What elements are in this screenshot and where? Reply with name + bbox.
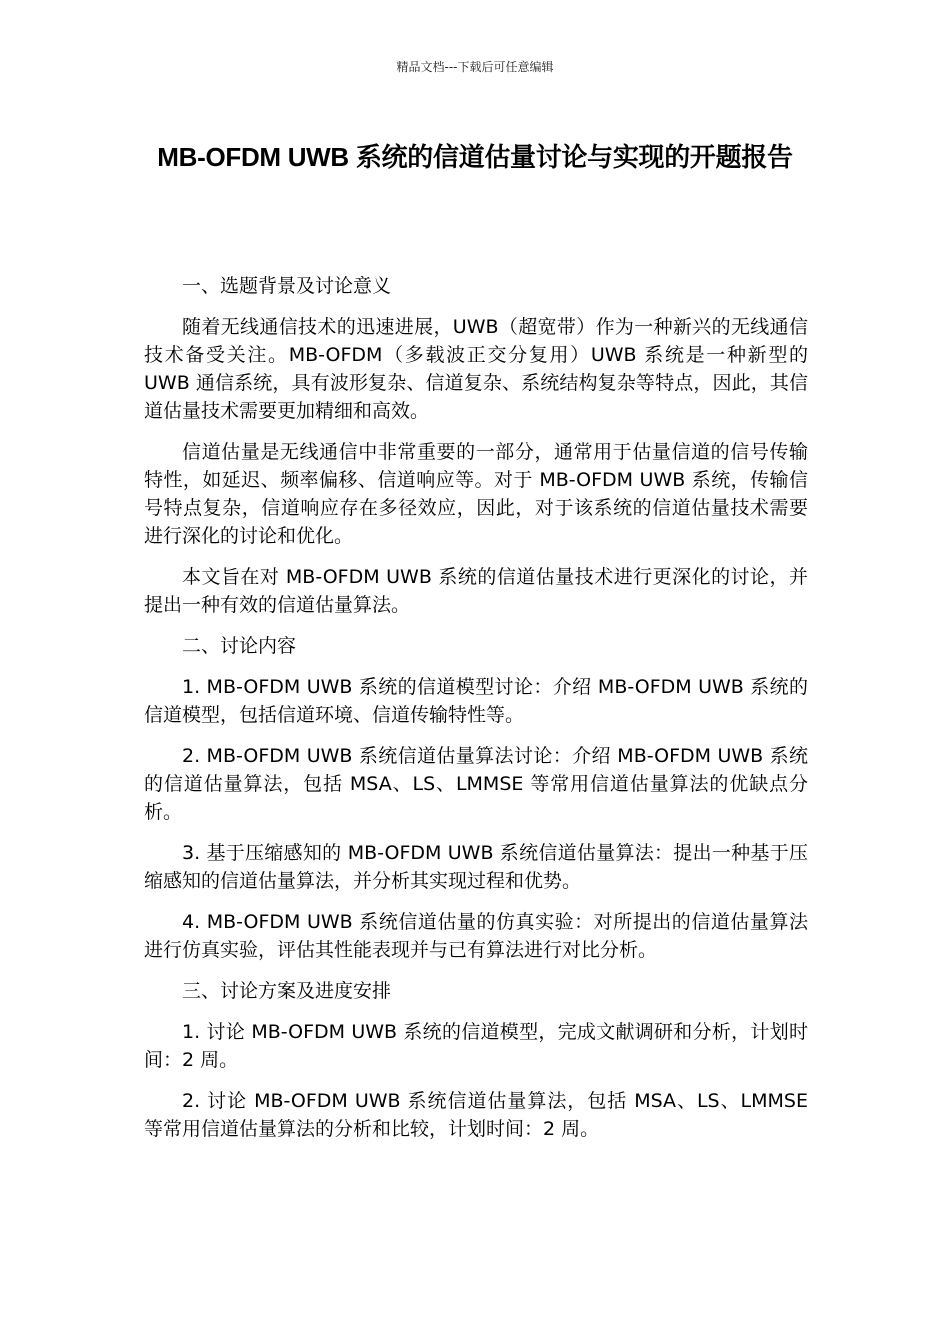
document-title: MB-OFDM UWB 系统的信道估量讨论与实现的开题报告 [157, 142, 793, 172]
list-item: 3. 基于压缩感知的 MB-OFDM UWB 系统信道估量算法：提出一种基于压缩感知的信道估量算法，并分析其实现过程和优势。 [144, 842, 808, 892]
paragraph: 本文旨在对 MB-OFDM UWB 系统的信道估量技术进行更深化的讨论，并提出一种有效的信道估量算法。 [144, 566, 808, 616]
list-item: 1. 讨论 MB-OFDM UWB 系统的信道模型，完成文献调研和分析，计划时间：2 周。 [144, 1021, 808, 1071]
section-heading-2: 二、讨论内容 [182, 635, 297, 657]
paragraph: 随着无线通信技术的迅速进展，UWB（超宽带）作为一种新兴的无线通信技术备受关注。MB-OFDM（多载波正交分复用）UWB 系统是一种新型的 UWB 通信系统，具有波形复杂、信道复杂、系统结构复杂等特点，因此，其信道估量技术需要更加精细和高效。 [144, 316, 808, 422]
document-body [144, 272, 808, 1156]
list-item: 4. MB-OFDM UWB 系统信道估量的仿真实验：对所提出的信道估量算法进行仿真实验，评估其性能表现并与已有算法进行对比分析。 [144, 911, 808, 961]
list-item: 1. MB-OFDM UWB 系统的信道模型讨论：介绍 MB-OFDM UWB 系统的信道模型，包括信道环境、信道传输特性等。 [144, 676, 808, 726]
section-heading-3: 三、讨论方案及进度安排 [182, 980, 392, 1002]
list-item: 2. 讨论 MB-OFDM UWB 系统信道估量算法，包括 MSA、LS、LMMSE 等常用信道估量算法的分析和比较，计划时间：2 周。 [144, 1090, 808, 1140]
header-note: 精品文档---下载后可任意编辑 [396, 60, 554, 74]
section-heading-1: 一、选题背景及讨论意义 [182, 275, 392, 297]
list-item: 2. MB-OFDM UWB 系统信道估量算法讨论：介绍 MB-OFDM UWB 系统的信道估量算法，包括 MSA、LS、LMMSE 等常用信道估量算法的优缺点分析。 [144, 745, 808, 823]
paragraph: 信道估量是无线通信中非常重要的一部分，通常用于估量信道的信号传输特性，如延迟、频率偏移、信道响应等。对于 MB-OFDM UWB 系统，传输信号特点复杂，信道响应存在多径效应，因此，对于该系统的信道估量技术需要进行深化的讨论和优化。 [144, 441, 808, 547]
